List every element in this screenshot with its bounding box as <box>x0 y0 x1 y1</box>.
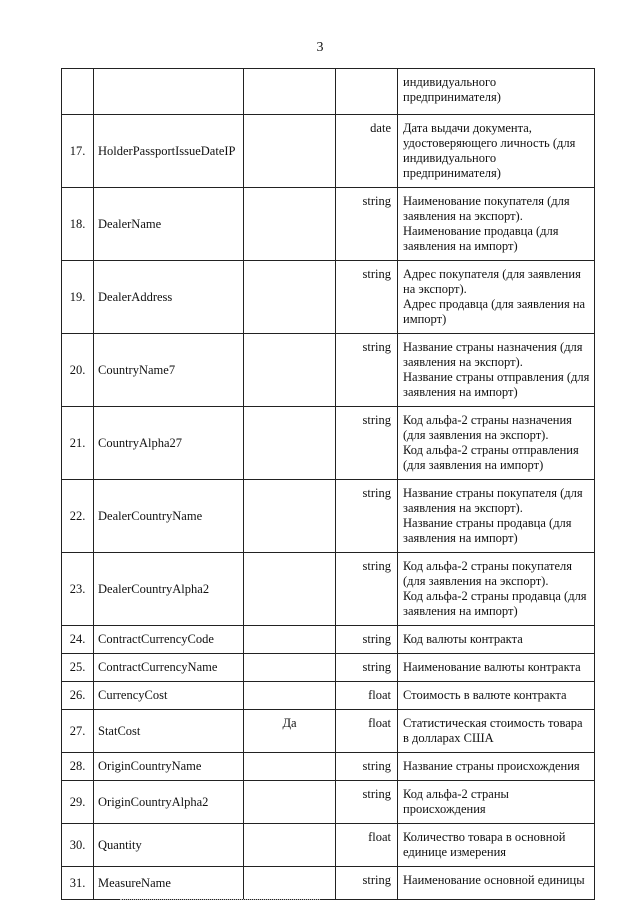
description-line: Адрес продавца (для заявления на импорт) <box>403 297 586 326</box>
scan-artifact-line <box>120 899 320 901</box>
row-number: 25. <box>62 654 94 682</box>
field-description <box>398 824 595 867</box>
field-type: string <box>336 626 398 654</box>
field-description <box>398 682 595 710</box>
field-type: float <box>336 710 398 753</box>
table-row <box>62 654 595 682</box>
row-number: 29. <box>62 781 94 824</box>
table-row <box>62 626 595 654</box>
row-number: 22. <box>62 480 94 553</box>
field-name: DealerCountryAlpha2 <box>94 553 244 626</box>
required-flag <box>244 188 336 261</box>
row-number: 28. <box>62 753 94 781</box>
description-line: Код альфа-2 страны назначения (для заявления на экспорт). <box>403 413 572 442</box>
field-name: DealerCountryName <box>94 480 244 553</box>
required-flag <box>244 69 336 115</box>
description-line: Название страны отправления (для заявления на импорт) <box>403 370 590 399</box>
field-type: string <box>336 188 398 261</box>
field-type: string <box>336 261 398 334</box>
field-description <box>398 553 595 626</box>
description-line: Наименование валюты контракта <box>403 660 581 674</box>
row-number: 21. <box>62 407 94 480</box>
row-number: 24. <box>62 626 94 654</box>
field-description <box>398 334 595 407</box>
row-number: 30. <box>62 824 94 867</box>
field-type: string <box>336 480 398 553</box>
field-type: string <box>336 407 398 480</box>
field-type: float <box>336 824 398 867</box>
required-flag <box>244 480 336 553</box>
row-number: 26. <box>62 682 94 710</box>
field-description <box>398 654 595 682</box>
table-row <box>62 407 595 480</box>
description-line: Название страны покупателя (для заявления на экспорт). <box>403 486 583 515</box>
required-flag <box>244 753 336 781</box>
field-name: HolderPassportIssueDateIP <box>94 115 244 188</box>
description-line: Дата выдачи документа, удостоверяющего личность (для индивидуального предпринимателя) <box>403 121 576 180</box>
row-number: 23. <box>62 553 94 626</box>
field-name: CurrencyCost <box>94 682 244 710</box>
description-line: Код альфа-2 страны покупателя (для заявления на экспорт). <box>403 559 573 588</box>
field-name: DealerAddress <box>94 261 244 334</box>
field-type: string <box>336 654 398 682</box>
field-name: MeasureName <box>94 867 244 900</box>
field-type: string <box>336 334 398 407</box>
table-row <box>62 553 595 626</box>
table-body <box>62 69 595 900</box>
description-line: Название страны продавца (для заявления на импорт) <box>403 516 572 545</box>
field-description <box>398 188 595 261</box>
field-name: OriginCountryName <box>94 753 244 781</box>
table-row <box>62 682 595 710</box>
field-name: ContractCurrencyCode <box>94 626 244 654</box>
required-flag <box>244 824 336 867</box>
row-number: 17. <box>62 115 94 188</box>
table-row <box>62 480 595 553</box>
description-line: Статистическая стоимость товара в долларах США <box>403 716 583 745</box>
field-type: string <box>336 867 398 900</box>
table-row <box>62 710 595 753</box>
table-row <box>62 753 595 781</box>
row-number: 31. <box>62 867 94 900</box>
field-type: float <box>336 682 398 710</box>
required-flag <box>244 682 336 710</box>
field-description <box>398 710 595 753</box>
required-flag <box>244 261 336 334</box>
field-description <box>398 69 595 115</box>
field-description <box>398 781 595 824</box>
description-line: Код альфа-2 страны отправления (для заявления на импорт) <box>403 443 579 472</box>
table-row <box>62 69 595 115</box>
description-line: Наименование продавца (для заявления на импорт) <box>403 224 559 253</box>
table-row <box>62 824 595 867</box>
description-line: Стоимость в валюте контракта <box>403 688 567 702</box>
page-number: 3 <box>316 40 324 55</box>
required-flag <box>244 553 336 626</box>
description-line: Адрес покупателя (для заявления на экспорт). <box>403 267 581 296</box>
field-type: string <box>336 781 398 824</box>
required-flag: Да <box>244 710 336 753</box>
table-row <box>62 115 595 188</box>
field-name: StatCost <box>94 710 244 753</box>
field-name: CountryName7 <box>94 334 244 407</box>
table-row <box>62 781 595 824</box>
description-line: Код альфа-2 страны происхождения <box>403 787 509 816</box>
description-line: Название страны происхождения <box>403 759 580 773</box>
field-description <box>398 626 595 654</box>
required-flag <box>244 334 336 407</box>
row-number: 20. <box>62 334 94 407</box>
row-number: 18. <box>62 188 94 261</box>
field-type <box>336 69 398 115</box>
field-name: OriginCountryAlpha2 <box>94 781 244 824</box>
field-name: ContractCurrencyName <box>94 654 244 682</box>
required-flag <box>244 626 336 654</box>
row-number: 19. <box>62 261 94 334</box>
description-line: Наименование покупателя (для заявления на экспорт). <box>403 194 570 223</box>
field-name: DealerName <box>94 188 244 261</box>
field-description <box>398 407 595 480</box>
table-row <box>62 334 595 407</box>
field-description <box>398 115 595 188</box>
table-row <box>62 188 595 261</box>
description-line: Код валюты контракта <box>403 632 523 646</box>
field-type: string <box>336 753 398 781</box>
field-description <box>398 867 595 900</box>
field-description <box>398 261 595 334</box>
description-line: Название страны назначения (для заявления на экспорт). <box>403 340 583 369</box>
field-type: string <box>336 553 398 626</box>
field-name: CountryAlpha27 <box>94 407 244 480</box>
required-flag <box>244 407 336 480</box>
field-description <box>398 753 595 781</box>
description-line: Количество товара в основной единице измерения <box>403 830 566 859</box>
description-line: Наименование основной единицы <box>403 873 585 887</box>
description-line: Код альфа-2 страны продавца (для заявления на импорт) <box>403 589 587 618</box>
field-name <box>94 69 244 115</box>
field-name: Quantity <box>94 824 244 867</box>
required-flag <box>244 781 336 824</box>
row-number: 27. <box>62 710 94 753</box>
table-row <box>62 261 595 334</box>
field-type: date <box>336 115 398 188</box>
required-flag <box>244 115 336 188</box>
required-flag <box>244 867 336 900</box>
fields-table <box>61 68 595 900</box>
required-flag <box>244 654 336 682</box>
row-number <box>62 69 94 115</box>
description-line: индивидуального предпринимателя) <box>403 75 501 104</box>
table-row <box>62 867 595 900</box>
field-description <box>398 480 595 553</box>
